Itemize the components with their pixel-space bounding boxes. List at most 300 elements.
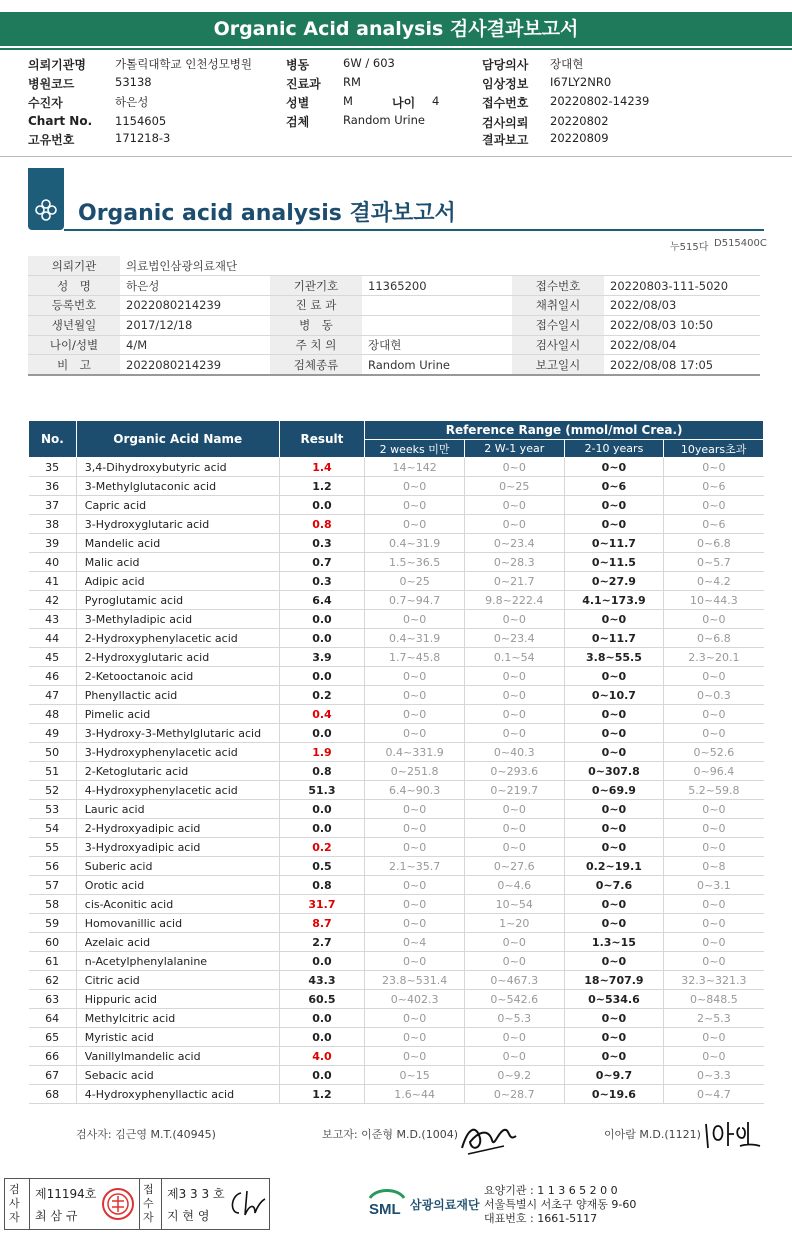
row-number: 63 [29,990,77,1009]
info-value: 2022080214239 [120,355,270,375]
report-header-title: Organic Acid analysis 검사결과보고서 [0,12,792,46]
col-header-name: Organic Acid Name [76,421,279,458]
acid-name: 2-Hydroxyadipic acid [76,819,279,838]
sml-logo-icon [366,1186,408,1220]
info-value: 2022/08/08 17:05 [604,355,760,375]
row-number: 64 [29,1009,77,1028]
patient-label: 병동 [286,58,310,72]
info-value: 2022/08/03 [604,296,760,316]
row-number: 35 [29,458,77,477]
table-row [29,458,764,477]
ref-2w-1y: 0~4.6 [464,876,564,895]
ref-2w-1y: 0~542.6 [464,990,564,1009]
ref-2-10y: 0~0 [564,952,664,971]
third-signature-text: 이아람 M.D.(1121) [604,1128,701,1141]
result-value: 3.9 [279,648,365,667]
box-label-receiver: 접수자 [143,1183,154,1224]
ref-10y-plus: 5.2~59.8 [664,781,764,800]
ref-2weeks: 0~0 [365,496,465,515]
col-header-2-10y: 2-10 years [564,440,664,458]
patient-value: 하은성 [115,95,149,109]
table-row [29,933,764,952]
acid-name: Malic acid [76,553,279,572]
col-header-reference: Reference Range (mmol/mol Crea.) [365,421,764,440]
ref-2weeks: 2.1~35.7 [365,857,465,876]
ref-10y-plus: 0~4.7 [664,1085,764,1104]
ref-2-10y: 0~11.5 [564,553,664,572]
report-logo-tab [28,168,64,230]
ref-2weeks: 0.4~331.9 [365,743,465,762]
ref-2-10y: 0~27.9 [564,572,664,591]
table-row [29,1047,764,1066]
info-label: 보고일시 [512,355,604,375]
result-value: 1.2 [279,477,365,496]
ref-2w-1y: 0~293.6 [464,762,564,781]
receiver-name: 지 현 영 [167,1209,210,1223]
ref-2-10y: 0~0 [564,610,664,629]
result-value: 31.7 [279,895,365,914]
row-number: 44 [29,629,77,648]
ref-2-10y: 0~0 [564,895,664,914]
ref-2-10y: 0~0 [564,458,664,477]
ref-2w-1y: 0~0 [464,458,564,477]
ref-10y-plus: 0~52.6 [664,743,764,762]
ref-2weeks: 0~15 [365,1066,465,1085]
examiner-name: 최 삼 규 [35,1209,78,1223]
acid-name: 4-Hydroxyphenylacetic acid [76,781,279,800]
table-row [29,534,764,553]
patient-value: M [343,94,353,108]
ref-10y-plus: 32.3~321.3 [664,971,764,990]
ref-2-10y: 0~6 [564,477,664,496]
table-row [29,515,764,534]
info-label: 생년월일 [28,315,120,335]
ref-2weeks: 0~0 [365,876,465,895]
row-number: 40 [29,553,77,572]
ref-2-10y: 0~11.7 [564,629,664,648]
ref-10y-plus: 0~0 [664,933,764,952]
row-number: 48 [29,705,77,724]
table-row [29,629,764,648]
result-value: 0.5 [279,857,365,876]
ref-10y-plus: 2~5.3 [664,1009,764,1028]
ref-2w-1y: 0~0 [464,724,564,743]
ref-2-10y: 0~11.7 [564,534,664,553]
result-value: 0.3 [279,534,365,553]
row-number: 46 [29,667,77,686]
ref-10y-plus: 0~0 [664,838,764,857]
patient-value: 1154605 [115,114,167,128]
result-value: 1.9 [279,743,365,762]
ref-10y-plus: 0~0 [664,800,764,819]
row-number: 50 [29,743,77,762]
ref-2-10y: 18~707.9 [564,971,664,990]
row-number: 65 [29,1028,77,1047]
result-value: 1.4 [279,458,365,477]
table-row [29,914,764,933]
ref-10y-plus: 0~6.8 [664,629,764,648]
table-row [29,1085,764,1104]
ref-2weeks: 0~0 [365,895,465,914]
receiver-license-number: 제3 3 3 호 [167,1187,225,1201]
info-label: 접수번호 [512,276,604,296]
row-number: 52 [29,781,77,800]
ref-2w-1y: 0~0 [464,819,564,838]
results-body [29,458,764,1104]
table-row [29,572,764,591]
table-row [29,857,764,876]
box-label-examiner: 검사자 [9,1183,20,1224]
ref-2weeks: 0~0 [365,1047,465,1066]
ref-2weeks: 0~0 [365,515,465,534]
table-row [29,667,764,686]
acid-name: Citric acid [76,971,279,990]
acid-name: Azelaic acid [76,933,279,952]
row-number: 61 [29,952,77,971]
ref-10y-plus: 0~0 [664,1028,764,1047]
patient-label: 병원코드 [28,77,75,91]
table-row [29,800,764,819]
acid-name: 2-Ketooctanoic acid [76,667,279,686]
ref-10y-plus: 0~3.3 [664,1066,764,1085]
org-address [484,1184,636,1226]
ref-2w-1y: 0~0 [464,838,564,857]
ref-2w-1y: 0~0 [464,800,564,819]
ref-2-10y: 0~9.7 [564,1066,664,1085]
patient-value: 6W / 603 [343,56,395,70]
acid-name: 3,4-Dihydroxybutyric acid [76,458,279,477]
ref-2-10y: 0~0 [564,667,664,686]
ref-2weeks: 0.4~31.9 [365,629,465,648]
ref-2weeks: 0~0 [365,800,465,819]
ref-2weeks: 0~0 [365,724,465,743]
ref-2w-1y: 0~25 [464,477,564,496]
table-row [29,781,764,800]
col-header-10y-plus: 10years초과 [664,440,764,458]
table-row [29,705,764,724]
ref-10y-plus: 10~44.3 [664,591,764,610]
info-row [28,315,760,335]
result-value: 0.0 [279,496,365,515]
row-number: 55 [29,838,77,857]
ref-2-10y: 0~0 [564,724,664,743]
ref-10y-plus: 0~0 [664,819,764,838]
acid-name: Phenyllactic acid [76,686,279,705]
info-value: 2022/08/04 [604,335,760,355]
ref-2-10y: 0.2~19.1 [564,857,664,876]
result-value: 51.3 [279,781,365,800]
info-label: 의뢰기관 [28,256,120,276]
info-label: 주 치 의 [270,335,362,355]
ref-2weeks: 0~0 [365,1028,465,1047]
sml-logo-text: SML [369,1201,401,1218]
patient-age-value: 4 [432,94,440,108]
info-label: 검체종류 [270,355,362,375]
result-value: 0.2 [279,838,365,857]
acid-name: Sebacic acid [76,1066,279,1085]
ref-2weeks: 0~0 [365,838,465,857]
report-title: Organic acid analysis 결과보고서 [78,201,456,226]
acid-name: 4-Hydroxyphenyllactic acid [76,1085,279,1104]
patient-label: 고유번호 [28,133,75,147]
row-number: 60 [29,933,77,952]
table-row [29,553,764,572]
table-row [29,990,764,1009]
seal-stamp-icon [101,1187,135,1221]
ref-10y-plus: 0~96.4 [664,762,764,781]
patient-value: 장대현 [550,57,584,71]
acid-name: Suberic acid [76,857,279,876]
ref-2w-1y: 0~28.7 [464,1085,564,1104]
result-value: 0.0 [279,800,365,819]
result-value: 0.0 [279,1066,365,1085]
ref-2weeks: 14~142 [365,458,465,477]
ref-2weeks: 0~0 [365,705,465,724]
row-number: 62 [29,971,77,990]
acid-name: n-Acetylphenylalanine [76,952,279,971]
ref-2weeks: 1.7~45.8 [365,648,465,667]
patient-label: 진료과 [286,77,321,91]
info-row [28,335,760,355]
acid-name: 3-Methyladipic acid [76,610,279,629]
table-row [29,762,764,781]
ref-2w-1y: 0~0 [464,1028,564,1047]
row-number: 59 [29,914,77,933]
acid-name: Hippuric acid [76,990,279,1009]
ref-2-10y: 0~0 [564,914,664,933]
result-value: 0.4 [279,705,365,724]
col-header-no: No. [29,421,77,458]
table-row [29,610,764,629]
row-number: 49 [29,724,77,743]
examiner-license-number: 제11194호 [35,1187,97,1201]
ref-2weeks: 0.7~94.7 [365,591,465,610]
row-number: 39 [29,534,77,553]
org-phone: 대표번호 : 1661-5117 [484,1212,598,1225]
result-value: 0.8 [279,762,365,781]
header-divider [0,48,792,50]
ref-2weeks: 0~0 [365,819,465,838]
ref-2w-1y: 0~0 [464,952,564,971]
ref-2weeks: 0~0 [365,610,465,629]
row-number: 47 [29,686,77,705]
acid-name: Homovanillic acid [76,914,279,933]
patient-age-label: 나이 [392,96,416,110]
patient-label: 성별 [286,96,310,110]
ref-10y-plus: 0~8 [664,857,764,876]
info-value: 4/M [120,335,270,355]
row-number: 43 [29,610,77,629]
result-value: 0.8 [279,876,365,895]
acid-name: Pyroglutamic acid [76,591,279,610]
reporter-signature-text: 보고자: 이준형 M.D.(1004) [322,1128,458,1141]
ref-2w-1y: 0~27.6 [464,857,564,876]
info-value: 의료법인삼광의료재단 [120,256,760,276]
patient-value: Random Urine [343,113,425,127]
info-value: 20220803-111-5020 [604,276,760,296]
ref-2-10y: 0~0 [564,838,664,857]
ref-2-10y: 0~0 [564,743,664,762]
third-signature-mark [700,1118,764,1152]
ref-2-10y: 0~0 [564,1009,664,1028]
info-value: 2022/08/03 10:50 [604,315,760,335]
ref-2w-1y: 0~0 [464,705,564,724]
ref-10y-plus: 0~0 [664,458,764,477]
info-row [28,256,760,276]
table-row [29,1028,764,1047]
info-label: 병 동 [270,315,362,335]
ref-2w-1y: 10~54 [464,895,564,914]
acid-name: Vanillylmandelic acid [76,1047,279,1066]
ref-10y-plus: 0~6 [664,477,764,496]
ref-2w-1y: 0~40.3 [464,743,564,762]
form-code-b: D515400C [714,238,767,249]
ref-2-10y: 3.8~55.5 [564,648,664,667]
section-divider [0,156,792,157]
ref-10y-plus: 0~0 [664,496,764,515]
ref-2weeks: 0~402.3 [365,990,465,1009]
patient-value: 가톨릭대학교 인천성모병원 [115,57,252,71]
ref-2w-1y: 0~5.3 [464,1009,564,1028]
info-value [362,315,512,335]
info-value [362,296,512,316]
receiver-signature-mark [227,1187,267,1221]
acid-name: 3-Hydroxyadipic acid [76,838,279,857]
ref-2w-1y: 0~0 [464,686,564,705]
acid-name: Adipic acid [76,572,279,591]
info-label: 검사일시 [512,335,604,355]
row-number: 42 [29,591,77,610]
ref-2weeks: 0~0 [365,667,465,686]
patient-value: 20220802-14239 [550,94,650,108]
ref-2w-1y: 0~219.7 [464,781,564,800]
result-value: 4.0 [279,1047,365,1066]
ref-2w-1y: 0~28.3 [464,553,564,572]
result-value: 0.8 [279,515,365,534]
col-header-2weeks: 2 weeks 미만 [365,440,465,458]
table-row [29,686,764,705]
patient-label: 결과보고 [482,133,529,147]
acid-name: 2-Hydroxyphenylacetic acid [76,629,279,648]
acid-name: 2-Ketoglutaric acid [76,762,279,781]
result-value: 43.3 [279,971,365,990]
row-number: 67 [29,1066,77,1085]
ref-2weeks: 0~0 [365,914,465,933]
table-row [29,724,764,743]
ref-2weeks: 0~251.8 [365,762,465,781]
ref-2-10y: 0~0 [564,705,664,724]
reporter-signature-mark [458,1118,520,1156]
ref-2w-1y: 0~0 [464,496,564,515]
row-number: 41 [29,572,77,591]
col-header-2w-1y: 2 W-1 year [464,440,564,458]
row-number: 45 [29,648,77,667]
info-label: 기관기호 [270,276,362,296]
ref-2w-1y: 0~21.7 [464,572,564,591]
ref-2w-1y: 0~0 [464,933,564,952]
ref-10y-plus: 0~0 [664,610,764,629]
ref-10y-plus: 0~0 [664,1047,764,1066]
info-value: Random Urine [362,355,512,375]
row-number: 51 [29,762,77,781]
ref-10y-plus: 0~4.2 [664,572,764,591]
ref-10y-plus: 0~0.3 [664,686,764,705]
info-label: 나이/성별 [28,335,120,355]
table-row [29,591,764,610]
result-value: 0.3 [279,572,365,591]
acid-name: cis-Aconitic acid [76,895,279,914]
row-number: 54 [29,819,77,838]
ref-10y-plus: 0~3.1 [664,876,764,895]
ref-10y-plus: 2.3~20.1 [664,648,764,667]
result-value: 6.4 [279,591,365,610]
result-value: 8.7 [279,914,365,933]
ref-2weeks: 0~0 [365,952,465,971]
acid-name: Lauric acid [76,800,279,819]
table-row [29,1009,764,1028]
ref-2-10y: 0~69.9 [564,781,664,800]
result-value: 0.0 [279,1028,365,1047]
ref-2-10y: 0~19.6 [564,1085,664,1104]
patient-value: RM [343,75,361,89]
info-label: 채취일시 [512,296,604,316]
examiner-signature-text: 검사자: 김근영 M.T.(40945) [76,1128,216,1141]
patient-label: 수진자 [28,96,63,110]
org-name: 삼광의료재단 [410,1198,480,1212]
ref-2weeks: 0~0 [365,686,465,705]
patient-value: 53138 [115,75,152,89]
ref-2weeks: 0~0 [365,1009,465,1028]
patient-value: 20220809 [550,131,609,145]
footer-stamp-box [4,1178,270,1230]
table-row [29,952,764,971]
ref-10y-plus: 0~0 [664,914,764,933]
ref-10y-plus: 0~6.8 [664,534,764,553]
acid-name: 3-Hydroxy-3-Methylglutaric acid [76,724,279,743]
results-table [28,420,764,1104]
acid-name: 3-Hydroxyphenylacetic acid [76,743,279,762]
acid-name: Mandelic acid [76,534,279,553]
ref-10y-plus: 0~6 [664,515,764,534]
row-number: 38 [29,515,77,534]
row-number: 36 [29,477,77,496]
ref-2w-1y: 0~23.4 [464,629,564,648]
info-value: 하은성 [120,276,270,296]
ref-10y-plus: 0~0 [664,895,764,914]
table-row [29,496,764,515]
ref-10y-plus: 0~0 [664,705,764,724]
info-row [28,276,760,296]
ref-2-10y: 0~0 [564,1047,664,1066]
ref-2w-1y: 0~0 [464,1047,564,1066]
result-value: 0.0 [279,724,365,743]
row-number: 66 [29,1047,77,1066]
table-row [29,1066,764,1085]
ref-2weeks: 0.4~31.9 [365,534,465,553]
patient-label: 담당의사 [482,58,529,72]
patient-label: 의뢰기관명 [28,58,86,72]
info-row [28,355,760,375]
ref-2w-1y: 0.1~54 [464,648,564,667]
table-row [29,895,764,914]
row-number: 57 [29,876,77,895]
ref-2weeks: 1.5~36.5 [365,553,465,572]
form-code-a: 누515다 [670,242,709,253]
patient-value: 20220802 [550,114,609,128]
row-number: 37 [29,496,77,515]
ref-2weeks: 0~0 [365,477,465,496]
ref-2-10y: 0~307.8 [564,762,664,781]
